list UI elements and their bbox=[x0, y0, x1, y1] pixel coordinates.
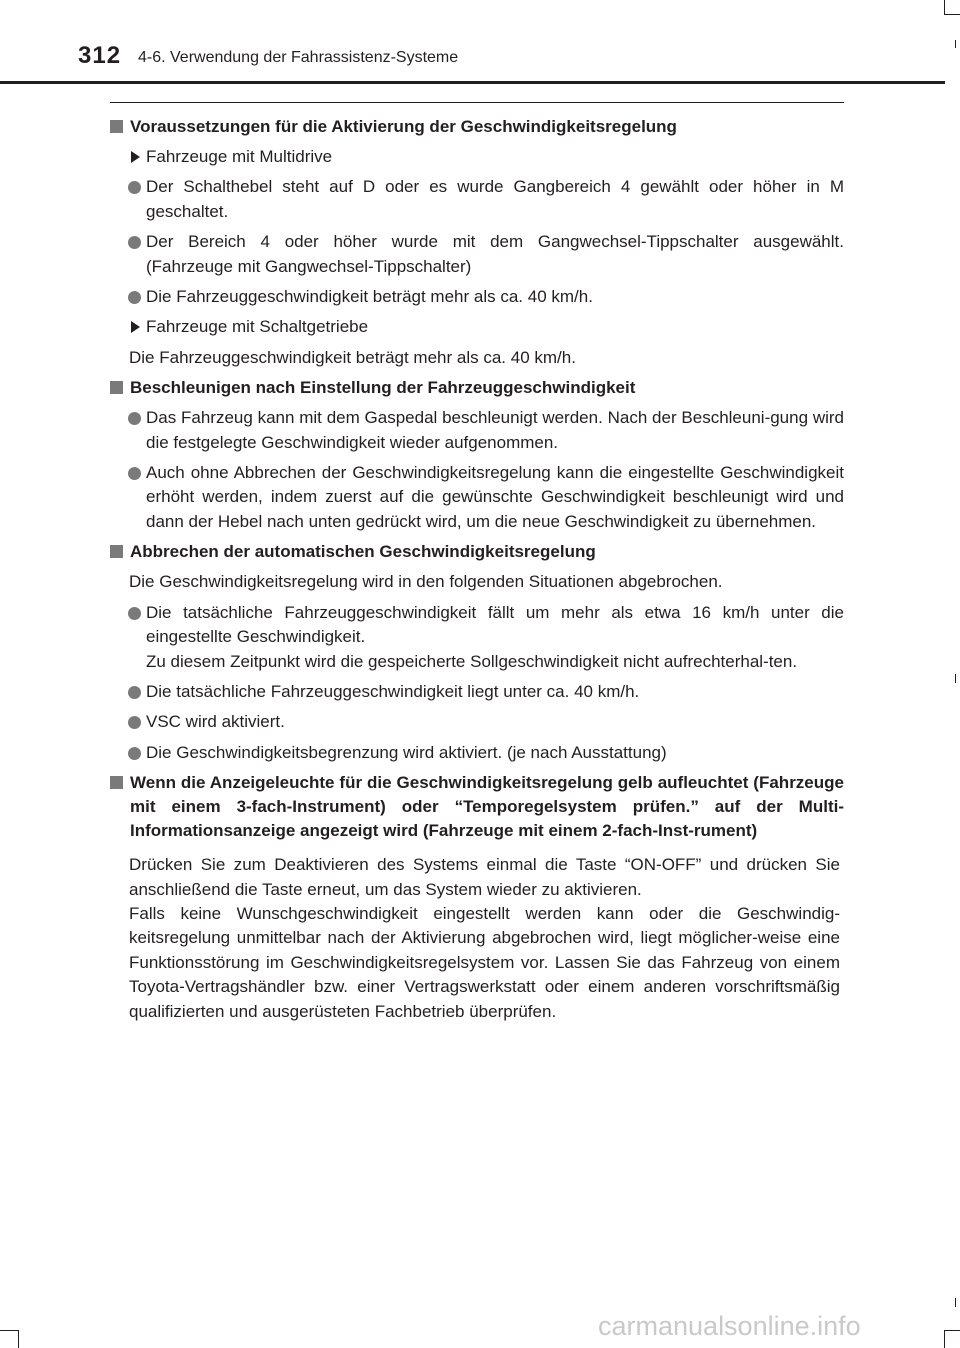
square-bullet-icon bbox=[110, 381, 123, 394]
list-item bbox=[110, 175, 844, 224]
crop-mark bbox=[955, 1298, 956, 1307]
crop-mark bbox=[944, 1330, 960, 1331]
list-item bbox=[110, 710, 844, 734]
item-text: Fahrzeuge mit Schaltgetriebe bbox=[146, 317, 369, 337]
circle-bullet-icon bbox=[128, 181, 141, 194]
paragraph: Drücken Sie zum Deaktivieren des Systems einmal die Taste “ON-OFF” und drücken Sie anschließend die Taste erneut, um das System wieder zu aktivieren. bbox=[129, 855, 840, 899]
crop-mark bbox=[944, 0, 945, 14]
crop-mark bbox=[944, 1330, 945, 1348]
page-number: 312 bbox=[78, 42, 122, 69]
paragraph: Falls keine Wunschgeschwindigkeit eingestellt werden kann oder die Geschwindig-keitsregelung unmittelbar nach der Aktivierung abgebrochen wird, liegt möglicher-weise eine Funktionsstörung im Geschwindigkeitsregelsystem vor. Lassen Sie das Fahrzeug von einem Toyota-Vertragshändler bzw. einer Vertragswerkstatt oder einem anderen vorschriftsmäßig qualifizierten und ausgerüsteten Fachbetrieb überprüfen. bbox=[129, 903, 840, 1021]
chapter-title: 4-6. Verwendung der Fahrassistenz-Systeme bbox=[138, 49, 459, 66]
crop-mark bbox=[944, 14, 960, 15]
square-bullet-icon bbox=[110, 545, 123, 558]
list-item bbox=[110, 285, 844, 309]
list-item bbox=[110, 601, 844, 674]
list-item bbox=[110, 741, 844, 765]
section-heading-text: Voraussetzungen für die Aktivierung der Geschwindigkeitsregelung bbox=[130, 117, 677, 136]
crop-mark bbox=[18, 1330, 19, 1348]
triangle-bullet-icon bbox=[131, 321, 140, 333]
circle-bullet-icon bbox=[128, 607, 141, 620]
section-heading bbox=[110, 376, 844, 400]
vehicle-type-label bbox=[110, 145, 844, 169]
item-text: Der Schalthebel steht auf D oder es wurde Gangbereich 4 gewählt oder höher in M geschaltet. bbox=[146, 177, 844, 221]
list-item bbox=[110, 406, 844, 455]
section-heading-text: Abbrechen der automatischen Geschwindigkeitsregelung bbox=[130, 542, 596, 562]
circle-bullet-icon bbox=[128, 412, 141, 425]
section-heading bbox=[110, 115, 844, 139]
item-text: Das Fahrzeug kann mit dem Gaspedal beschleunigt werden. Nach der Beschleuni-gung wird die festgelegte Geschwindigkeit wieder aufgenommen. bbox=[146, 408, 844, 452]
square-bullet-icon bbox=[110, 120, 123, 133]
list-item bbox=[110, 461, 844, 534]
circle-bullet-icon bbox=[128, 236, 141, 249]
paragraph: Die Fahrzeuggeschwindigkeit beträgt mehr als ca. 40 km/h. bbox=[129, 347, 576, 367]
section-heading-text: Beschleunigen nach Einstellung der Fahrzeuggeschwindigkeit bbox=[130, 378, 636, 398]
page-header bbox=[0, 0, 960, 90]
circle-bullet-icon bbox=[128, 716, 141, 729]
vehicle-type-label bbox=[110, 315, 844, 339]
square-bullet-icon bbox=[110, 776, 123, 789]
circle-bullet-icon bbox=[128, 747, 141, 760]
crop-mark bbox=[955, 40, 956, 48]
item-text: Auch ohne Abbrechen der Geschwindigkeitsregelung kann die eingestellte Geschwindigkeit erhöht werden, indem zuerst auf die gewünschte Geschwindigkeit beschleunigt wird und dann der Hebel nach unten gedrückt wird, um die neue Geschwindigkeit zu übernehmen. bbox=[146, 463, 844, 531]
item-text: Die tatsächliche Fahrzeuggeschwindigkeit fällt um mehr als etwa 16 km/h unter die eingestellte Geschwindigkeit. bbox=[146, 602, 844, 647]
triangle-bullet-icon bbox=[131, 151, 140, 163]
section-heading-text: Wenn die Anzeigeleuchte für die Geschwindigkeitsregelung gelb aufleuchtet (Fahrzeuge mit einem 3-fach-Instrument) oder “Temporegelsystem prüfen.” auf der Multi-Informationsanzeige angezeigt wird (Fahrzeuge mit einem 2-fach-Inst-rument) bbox=[130, 773, 844, 841]
circle-bullet-icon bbox=[128, 291, 141, 304]
item-text: Zu diesem Zeitpunkt wird die gespeicherte Sollgeschwindigkeit nicht aufrechterhal-ten. bbox=[146, 651, 798, 671]
section-heading bbox=[110, 771, 844, 843]
item-text: Die Geschwindigkeitsbegrenzung wird aktiviert. (je nach Ausstattung) bbox=[146, 742, 667, 762]
item-text: Fahrzeuge mit Multidrive bbox=[146, 147, 333, 166]
content-rule bbox=[110, 102, 844, 103]
watermark: carmanualsonline.info bbox=[598, 1311, 861, 1341]
item-text: Die Fahrzeuggeschwindigkeit beträgt mehr als ca. 40 km/h. bbox=[146, 287, 593, 307]
crop-mark bbox=[0, 1330, 18, 1331]
page-content bbox=[110, 102, 844, 1024]
item-text: Der Bereich 4 oder höher wurde mit dem Gangwechsel-Tippschalter ausgewählt. (Fahrzeuge mit Gangwechsel-Tippschalter) bbox=[146, 232, 844, 276]
item-text: Die tatsächliche Fahrzeuggeschwindigkeit liegt unter ca. 40 km/h. bbox=[146, 681, 640, 701]
list-item bbox=[110, 230, 844, 279]
section-heading bbox=[110, 540, 844, 564]
circle-bullet-icon bbox=[128, 686, 141, 699]
crop-mark bbox=[955, 674, 956, 683]
paragraph: Die Geschwindigkeitsregelung wird in den folgenden Situationen abgebrochen. bbox=[129, 572, 723, 592]
header-rule bbox=[0, 81, 945, 84]
item-text: VSC wird aktiviert. bbox=[146, 712, 285, 732]
list-item bbox=[110, 680, 844, 704]
circle-bullet-icon bbox=[128, 467, 141, 480]
